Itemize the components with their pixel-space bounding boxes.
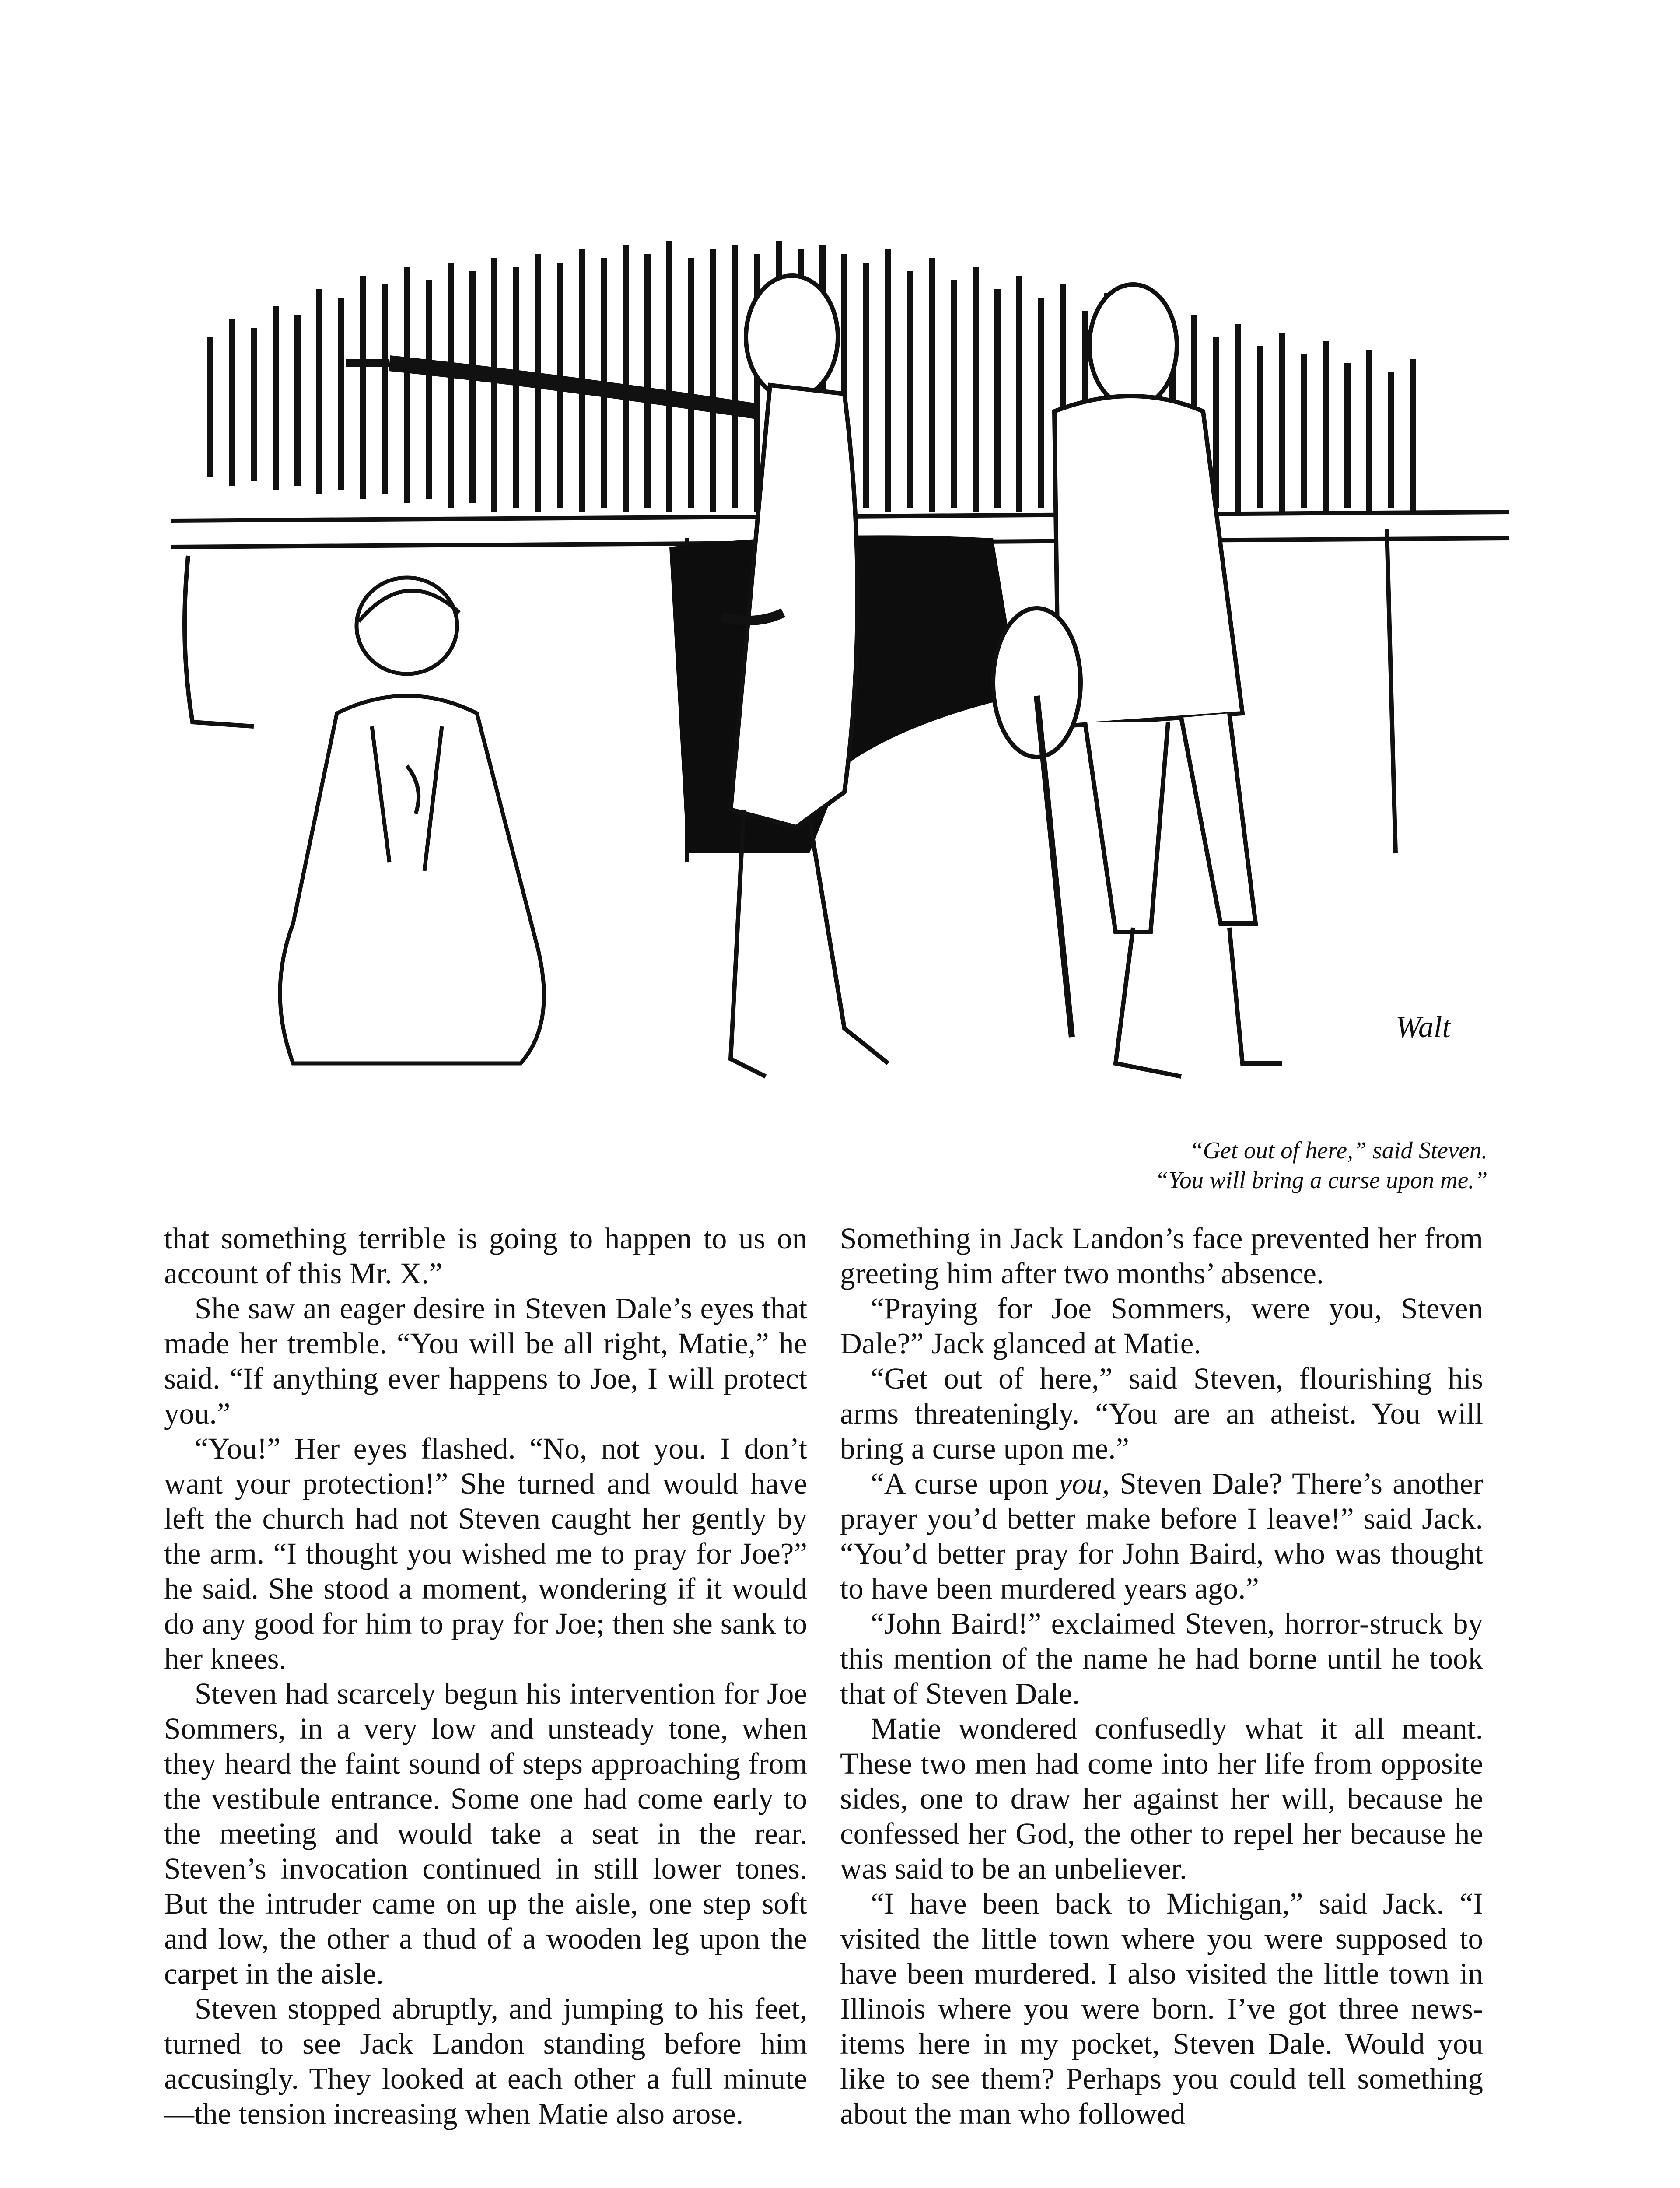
paragraph: “John Baird!” exclaimed Steven, horror-struck by this mention of the name he had borne until he took that of Steven Dale. bbox=[840, 1607, 1483, 1710]
paragraph: “Praying for Joe Sommers, were you, Steven Dale?” Jack glanced at Matie. bbox=[840, 1292, 1483, 1360]
paragraph: Steven stopped abruptly, and jumping to his feet, turned to see Jack Landon standing before him accusingly. They looked at each other a full minute—the tension increasing when Matie also arose. bbox=[164, 1992, 807, 2130]
paragraph: “You!” Her eyes flashed. “No, not you. I don’t want your protection!” She turned and would have left the church had not Steven caught her gently by the arm. “I thought you wished me to pray for Joe?” he said. She stood a moment, wondering if it would do any good for him to pray for Joe; then she sank to her knees. bbox=[164, 1432, 807, 1675]
paragraph-text: “A curse upon bbox=[871, 1467, 1059, 1500]
artist-signature: Walt bbox=[1396, 1010, 1451, 1044]
paragraph: Steven had scarcely begun his intervention for Joe Sommers, in a very low and unsteady tone, when they heard the faint sound of steps approaching from the vestibule entrance. Some one had come early to the meeting and would take a seat in the rear. Steven’s invocation continued in still lower tones. But the intruder came on up the aisle, one step soft and low, the other a thud of a wooden leg upon the carpet in the aisle. bbox=[164, 1677, 807, 1990]
caption-line-2: “You will bring a curse upon me.” bbox=[1155, 1167, 1488, 1193]
text-column-right bbox=[840, 1221, 1483, 2131]
illustration-caption bbox=[1155, 1136, 1488, 1195]
paragraph-text: Steven Dale? There’s another prayer you’d better make before I leave!” said Jack. “You’d better pray for John Baird, who was thought to have been murdered years ago.” bbox=[840, 1467, 1483, 1605]
paragraph: She saw an eager desire in Steven Dale’s eyes that made her tremble. “You will be all right, Matie,” he said. “If anything ever happens to Joe, I will protect you.” bbox=[164, 1292, 807, 1430]
paragraph: Something in Jack Landon’s face prevented her from greeting him after two months’ absence. bbox=[840, 1222, 1483, 1290]
text-column-left bbox=[164, 1221, 807, 2131]
emphasis-text: you, bbox=[1058, 1467, 1110, 1500]
story-illustration bbox=[162, 206, 1536, 1151]
paragraph bbox=[840, 1466, 1483, 1606]
caption-line-1: “Get out of here,” said Steven. bbox=[1190, 1137, 1488, 1164]
ink-drawing bbox=[162, 206, 1536, 1151]
figure-kneeling-woman bbox=[280, 578, 544, 1063]
paragraph: “I have been back to Michigan,” said Jack. “I visited the little town where you were supposed to have been murdered. I also visited the little town in Illinois where you were born. I’ve got three news-items here in my pocket, Steven Dale. Would you like to see them? Perhaps you could tell something about the man who followed bbox=[840, 1887, 1483, 2130]
paragraph: “Get out of here,” said Steven, flourishing his arms threateningly. “You are an atheist. You will bring a curse upon me.” bbox=[840, 1362, 1483, 1465]
paragraph: that something terrible is going to happen to us on account of this Mr. X.” bbox=[164, 1222, 807, 1290]
paragraph: Matie wondered confusedly what it all meant. These two men had come into her life from opposite sides, one to draw her against her will, because he confessed her God, the other to repel her because he was said to be an unbeliever. bbox=[840, 1712, 1483, 1885]
